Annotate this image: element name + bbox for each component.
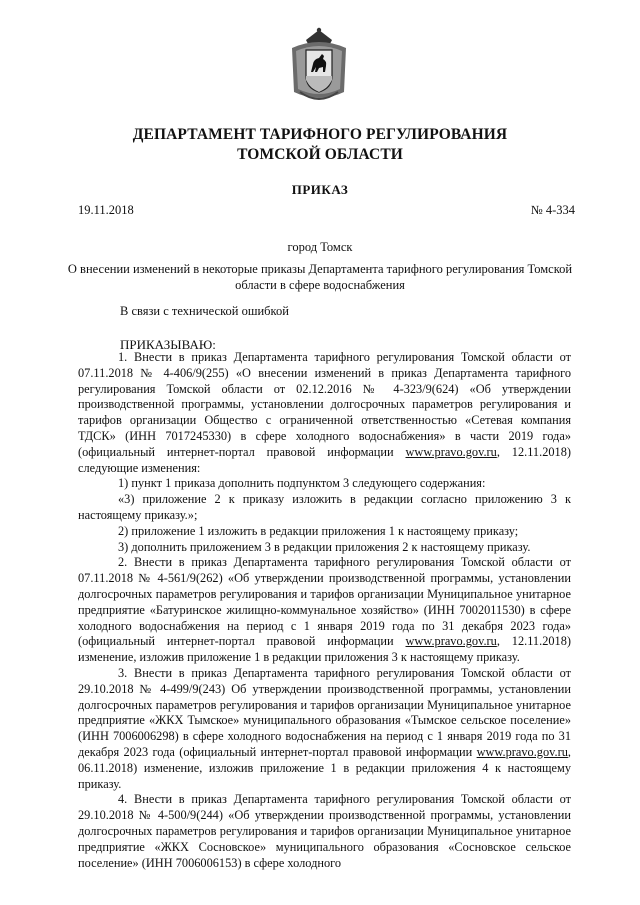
order-reason: В связи с технической ошибкой xyxy=(120,304,289,318)
item-3 xyxy=(78,666,571,792)
pravo-link[interactable]: www.pravo.gov.ru xyxy=(405,444,497,459)
coat-of-arms-icon xyxy=(286,26,352,104)
document-type: ПРИКАЗ xyxy=(291,182,349,197)
item-1-text-end: , 12.11.2018) следующие изменения: xyxy=(78,444,571,475)
item-1-text: 1. Внести в приказ Департамента тарифного регулирования Томской области от 07.11.2018 № 4-406/9(255) «О внесении изменений в приказ Департамента тарифного регулирования Томской области от 02.12.2016 № 4-323/9(624) «Об утверждении производственной программы, установлении долгосрочных параметров регулирования и тарифов организации Общество с ограниченной ответственностью «Сетевая компания ТДСК» (ИНН 7017245330) в сфере холодного водоснабжения» в части 2019 года» (официальный интернет-портал правовой информации xyxy=(78,350,571,459)
order-body xyxy=(78,350,571,871)
item-1-sub-1: 1) пункт 1 приказа дополнить подпунктом 3 следующего содержания: xyxy=(118,476,486,491)
order-number: № 4-334 xyxy=(530,203,575,217)
order-date: 19.11.2018 xyxy=(78,203,134,217)
item-2-text-end: , 12.11.2018) изменение, изложив приложение 1 в редакции приложения 3 к настоящему приказу. xyxy=(78,634,571,665)
item-2 xyxy=(78,555,571,666)
item-2-text: 2. Внести в приказ Департамента тарифного регулирования Томской области от 07.11.2018 № 4-561/9(262) «Об утверждении производственной программы, установлении долгосрочных параметров регулирования и тарифов организации Муниципальное унитарное предприятие «Батуринское жилищно-коммунальное хозяйство» (ИНН 7002011530) в сфере холодного водоснабжения на период с 1 января 2019 года по 31 декабря 2023 года» (официальный интернет-портал правовой информации xyxy=(78,555,571,649)
orders-heading: ПРИКАЗЫВАЮ: xyxy=(120,337,216,352)
department-title-line1: ДЕПАРТАМЕНТ ТАРИФНОГО РЕГУЛИРОВАНИЯ xyxy=(132,126,508,143)
item-1-sub-2: 2) приложение 1 изложить в редакции приложения 1 к настоящему приказу; xyxy=(118,523,519,538)
pravo-link[interactable]: www.pravo.gov.ru xyxy=(476,744,568,759)
department-title-line2: ТОМСКОЙ ОБЛАСТИ xyxy=(237,146,403,163)
pravo-link[interactable]: www.pravo.gov.ru xyxy=(405,634,497,649)
city: город Томск xyxy=(287,240,353,254)
item-1-sub-1-quote: «3) приложение 2 к приказу изложить в редакции согласно приложению 3 к настоящему приказу.»; xyxy=(78,492,571,522)
item-3-text: 3. Внести в приказ Департамента тарифного регулирования Томской области от 29.10.2018 № 4-499/9(243) Об утверждении производственной программы, установлении долгосрочных параметров регулирования и тарифов организации Муниципальное унитарное предприятие «ЖКХ Тымское» муниципального образования «Тымское сельское поселение» (ИНН 7006006298) в сфере холодного водоснабжения на период с 1 января 2019 года по 31 декабря 2023 года (официальный интернет-портал правовой информации xyxy=(78,665,571,759)
order-subject: О внесении изменений в некоторые приказы Департамента тарифного регулирования Томской области в сфере водоснабжения xyxy=(67,262,573,292)
item-1 xyxy=(78,350,571,476)
item-1-sub-3: 3) дополнить приложением 3 в редакции приложения 2 к настоящему приказу. xyxy=(118,539,531,554)
item-3-text-end: , 06.11.2018) изменение, изложив приложение 1 в редакции приложения 4 к настоящему приказу. xyxy=(78,744,571,791)
item-4: 4. Внести в приказ Департамента тарифного регулирования Томской области от 29.10.2018 № 4-500/9(244) «Об утверждении производственной программы, установлении долгосрочных параметров регулирования и тарифов организации Муниципальное унитарное предприятие «ЖКХ Сосновское» муниципального образования «Сосновское сельское поселение» (ИНН 7006006153) в сфере холодного xyxy=(78,792,571,870)
